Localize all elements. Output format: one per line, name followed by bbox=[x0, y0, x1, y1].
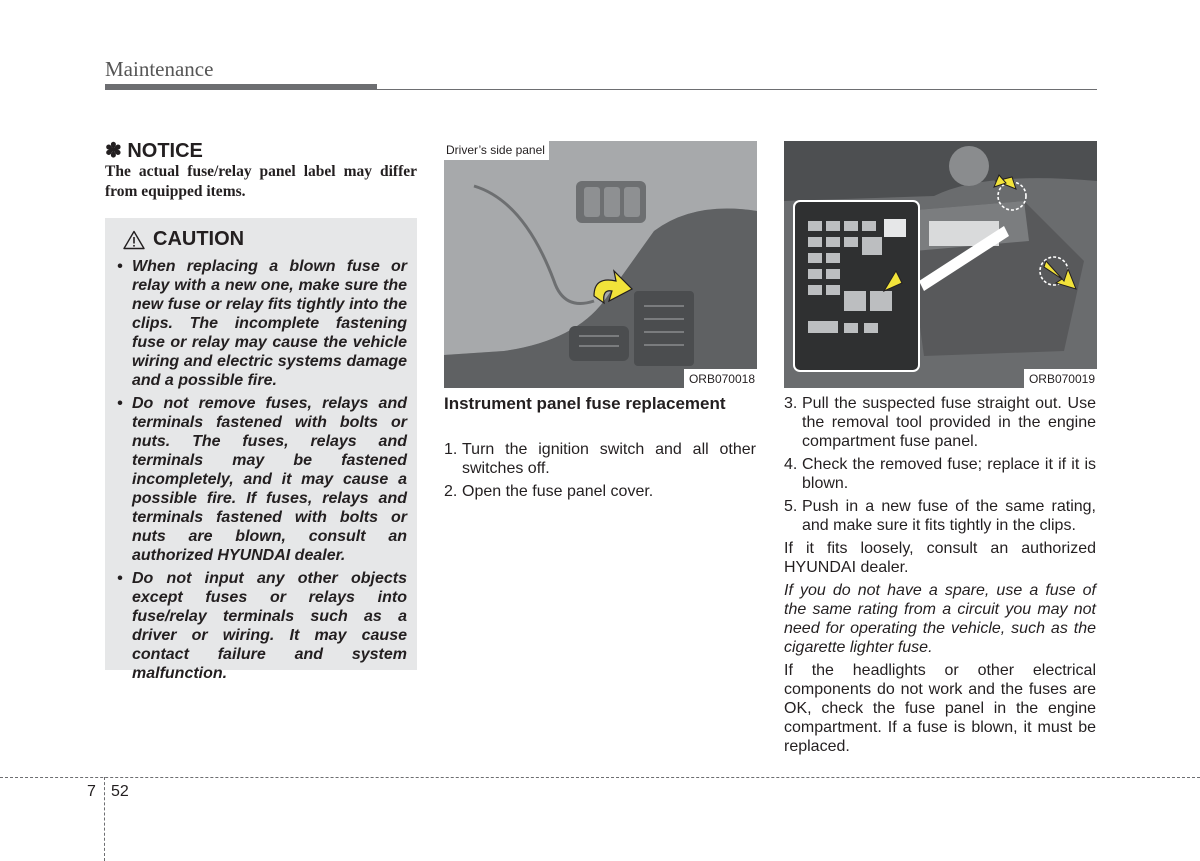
figure-drivers-side-panel bbox=[444, 141, 757, 388]
paragraph-spare-fuse: If you do not have a spare, use a fuse of the same rating from a circuit you may not need for operating the vehicle, such as the cigarette lighter fuse. bbox=[784, 582, 1096, 656]
notice-text: The actual fuse/relay panel label may differ from equipped items. bbox=[105, 163, 417, 200]
footer-vertical-rule bbox=[104, 777, 105, 861]
figure-code: ORB070019 bbox=[1024, 369, 1097, 388]
caution-item: • When replacing a blown fuse or relay with a new one, make sure the new fuse or relay fits tightly into the clips. The incomplete fastening fuse or relay may cause the vehicle wiring and electric systems damage and a possible fire. bbox=[117, 258, 407, 389]
paragraph-headlights: If the headlights or other electrical components do not work and the fuses are OK, check the fuse panel in the engine compartment. If a fuse is blown, it must be replaced. bbox=[784, 662, 1096, 755]
step-item: 3. Pull the suspected fuse straight out. Use the removal tool provided in the engine compartment fuse panel. bbox=[784, 395, 1096, 450]
engine-fuse-illustration bbox=[784, 141, 1097, 388]
step-item: 5. Push in a new fuse of the same rating, and make sure it fits tightly in the clips. bbox=[784, 498, 1096, 534]
figure-engine-fuse-panel bbox=[784, 141, 1097, 388]
caution-header bbox=[123, 228, 407, 251]
paragraph-loose-fuse: If it fits loosely, consult an authorized HYUNDAI dealer. bbox=[784, 540, 1096, 576]
caution-heading-text: CAUTION bbox=[153, 228, 245, 250]
page-number: 52 bbox=[111, 783, 129, 800]
page-header-title: Maintenance bbox=[105, 57, 214, 81]
warning-triangle-icon bbox=[123, 230, 145, 250]
caution-box bbox=[105, 218, 417, 682]
page-chapter-number: 7 bbox=[87, 783, 96, 800]
caution-list bbox=[115, 257, 407, 683]
header-rule-thick bbox=[105, 84, 377, 90]
figure-code: ORB070018 bbox=[684, 369, 757, 388]
instrument-steps bbox=[444, 440, 756, 505]
step-item: 4. Check the removed fuse; replace it if it is blown. bbox=[784, 456, 1096, 492]
footer-rule bbox=[0, 777, 1200, 778]
step-item: 2. Open the fuse panel cover. bbox=[444, 483, 654, 500]
figure-caption-label: Driver’s side panel bbox=[444, 141, 549, 160]
caution-item: • Do not input any other objects except fuses or relays into fuse/relay terminals such as a driver or wiring. It may cause contact failure and system malfunction. bbox=[117, 570, 407, 682]
section-heading: Instrument panel fuse replacement bbox=[444, 394, 726, 413]
drivers-panel-illustration bbox=[444, 141, 757, 388]
header-rule-thin bbox=[377, 89, 1097, 90]
right-column-text bbox=[784, 394, 1096, 760]
step-item: 1. Turn the ignition switch and all other switches off. bbox=[444, 441, 756, 477]
caution-item: • Do not remove fuses, relays and terminals fastened with bolts or nuts. The fuses, relays and terminals may be fastened incompletely, and it may cause a possible fire. If fuses, relays and terminals fastened with bolts or nuts are blown, consult an authorized HYUNDAI dealer. bbox=[117, 395, 407, 564]
notice-heading: ✽ NOTICE bbox=[105, 140, 203, 162]
